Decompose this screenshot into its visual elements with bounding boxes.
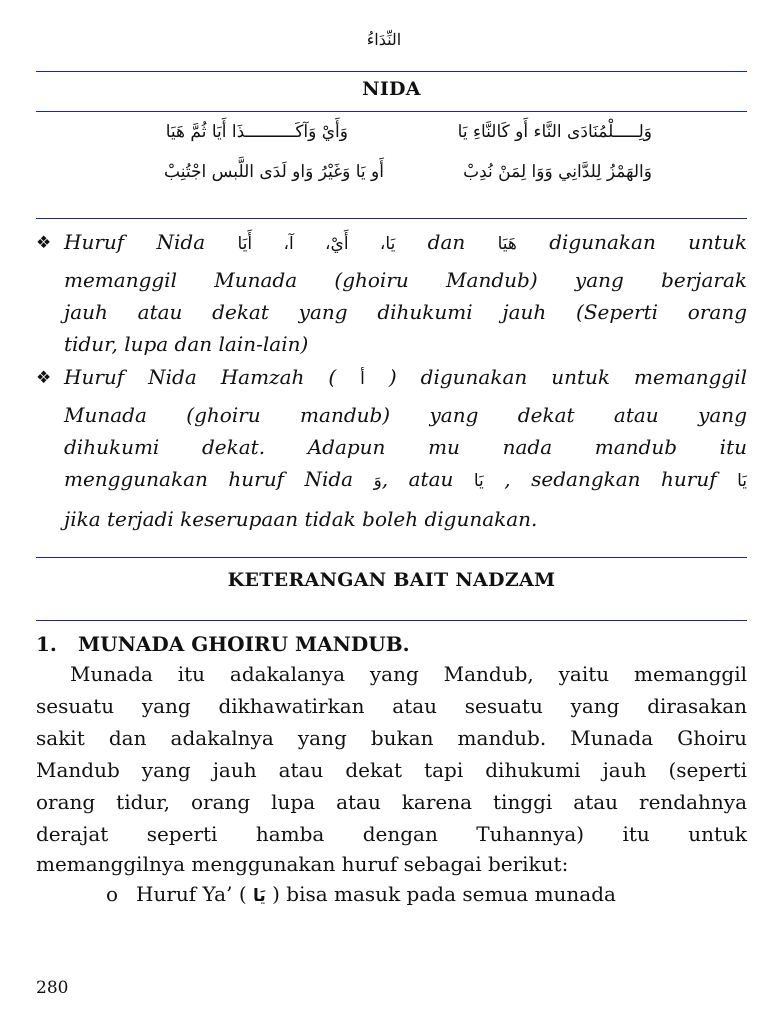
paragraph-line-5: orang tidur, orang lupa atau karena tinggi atau rendahnya [36, 790, 747, 814]
circle-bullet-icon: o [106, 882, 119, 906]
divider-keterangan-bottom [36, 620, 747, 621]
diamond-bullet-icon: ❖ [36, 233, 52, 253]
diamond-bullet-icon: ❖ [36, 368, 52, 388]
paragraph-line-7: memanggilnya menggunakan huruf sebagai berikut: [36, 852, 569, 876]
divider-top [36, 71, 747, 72]
bullet-1-line-3: jauh atau dekat yang dihukumi jauh (Seperti orang [64, 300, 747, 324]
paragraph-line-6: derajat seperti hamba dengan Tuhannya) itu untuk [36, 822, 747, 846]
bullet-1-line-2: memanggil Munada (ghoiru Mandub) yang berjarak [64, 268, 747, 292]
section-heading-1 [36, 632, 410, 656]
list-item-huruf-ya: o Huruf Ya’ ( يَا ) bisa masuk pada semua munada [106, 882, 616, 906]
divider-keterangan-top [36, 557, 747, 558]
section-heading-text: MUNADA GHOIRU MANDUB. [78, 632, 410, 656]
bullet-2-line-3: dihukumi dekat. Adapun mu nada mandub itu [64, 435, 747, 459]
verse-line-1-left: وَأَيْ وَآكَــــــــــذَا أَيَا ثُمَّ هَيَا [165, 122, 348, 142]
verse-line-1-right: وَلِـــــلْمُنَادَى النَّاء أَو كَالنَّاءِ يَا [457, 122, 652, 142]
verse-line-2-right: وَالهَمْزُ لِلدَّانِي وَوَا لِمَنْ نُدِبْ [463, 162, 652, 182]
paragraph-line-3: sakit dan adakalnya yang bukan mandub. Munada Ghoiru [36, 726, 747, 750]
paragraph-line-1: Munada itu adakalanya yang Mandub, yaitu memanggil [70, 662, 747, 686]
bullet-1-line-4: tidur, lupa dan lain-lain) [64, 332, 309, 356]
verse-line-2-left: أَو يَا وَغَيْرُ وَاو لَدَى اللَّبس اجْتُنِبْ [164, 162, 384, 182]
section-title-nida: NIDA [362, 78, 421, 100]
section-number: 1. [36, 632, 57, 656]
bullet-1-line-1: Huruf Nida يَا، أَيْ، آ، أَيَا dan هَيَا digunakan untuk [64, 230, 747, 254]
bullet-2-line-2: Munada (ghoiru mandub) yang dekat atau yang [64, 403, 747, 427]
paragraph-line-2: sesuatu yang dikhawatirkan atau sesuatu yang dirasakan [36, 694, 747, 718]
bullet-2-line-5: jika terjadi keserupaan tidak boleh digunakan. [64, 507, 538, 531]
paragraph-line-4: Mandub yang jauh atau dekat tapi dihukumi jauh (seperti [36, 758, 747, 782]
running-head: النِّدَاءُ [366, 30, 402, 49]
section-title-keterangan: KETERANGAN BAIT NADZAM [227, 569, 556, 591]
divider-nida-bottom [36, 111, 747, 112]
bullet-2-line-4: menggunakan huruf Nida وَ, atau يَا , sedangkan huruf يَا [64, 467, 748, 491]
page-number: 280 [36, 978, 69, 998]
divider-verses-bottom [36, 218, 747, 219]
bullet-2-line-1: Huruf Nida Hamzah ( أ ) digunakan untuk memanggil [64, 365, 747, 389]
